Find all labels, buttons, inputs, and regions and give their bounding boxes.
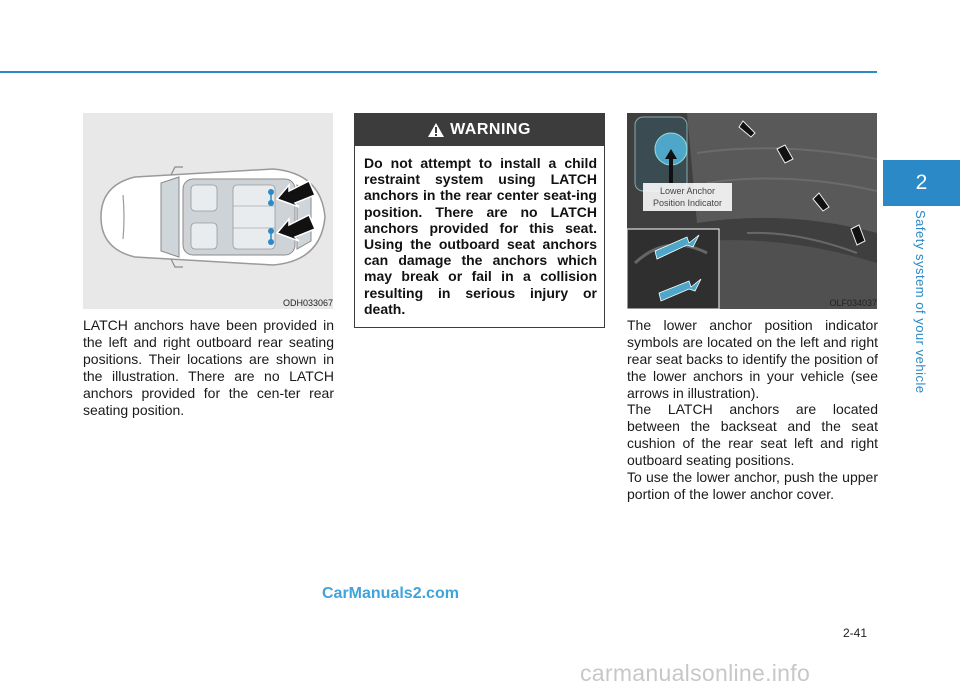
figure-code-left: ODH033067: [282, 298, 333, 308]
chapter-title: Safety system of your vehicle: [913, 210, 928, 394]
rear-seat-photo-illustration: [627, 113, 877, 309]
warning-header: [355, 114, 604, 146]
lower-anchor-callout: [643, 183, 732, 211]
car-top-view-illustration: [83, 113, 333, 309]
rear-seat-photo-figure: [627, 113, 877, 309]
warning-triangle-icon: [428, 123, 444, 137]
page-number: 2-41: [843, 626, 868, 640]
header-rule: [0, 71, 877, 73]
figure-code-right: OLF034037: [829, 298, 877, 308]
chapter-tab[interactable]: [883, 160, 960, 206]
site-watermark: carmanualsonline.info: [580, 660, 811, 686]
callout-line-1: Lower Anchor: [659, 186, 716, 196]
warning-box: [354, 113, 605, 328]
left-paragraph: LATCH anchors have been provided in the left and right outboard rear seating positions. Their locations are shown in the illustration. There are no LATCH anchors provided for the cen-ter rear seating position.: [83, 317, 334, 418]
right-paragraph-2: The LATCH anchors are located between the backseat and the seat cushion of the rear seat left and right outboard seating positions.: [627, 401, 878, 468]
right-paragraph-3: To use the lower anchor, push the upper portion of the lower anchor cover.: [627, 469, 878, 502]
chapter-number: 2: [915, 171, 928, 194]
callout-line-2: Position Indicator: [652, 198, 723, 208]
warning-text: Do not attempt to install a child restraint system using LATCH anchors in the rear center seat-ing position. There are no LATCH anchors provided for this seat. Using the outboard seat anchors can damage the anchors which may break or fail in a collision resulting in serious injury or death.: [364, 155, 597, 317]
carmanuals-link[interactable]: CarManuals2.com: [322, 585, 459, 602]
right-paragraph-1: The lower anchor position indicator symbols are located on the left and right rear seat backs to identify the position of the lower anchors in your vehicle (see arrows in illustration).: [627, 317, 878, 401]
warning-title: WARNING: [450, 121, 531, 138]
car-top-view-figure: [83, 113, 333, 309]
